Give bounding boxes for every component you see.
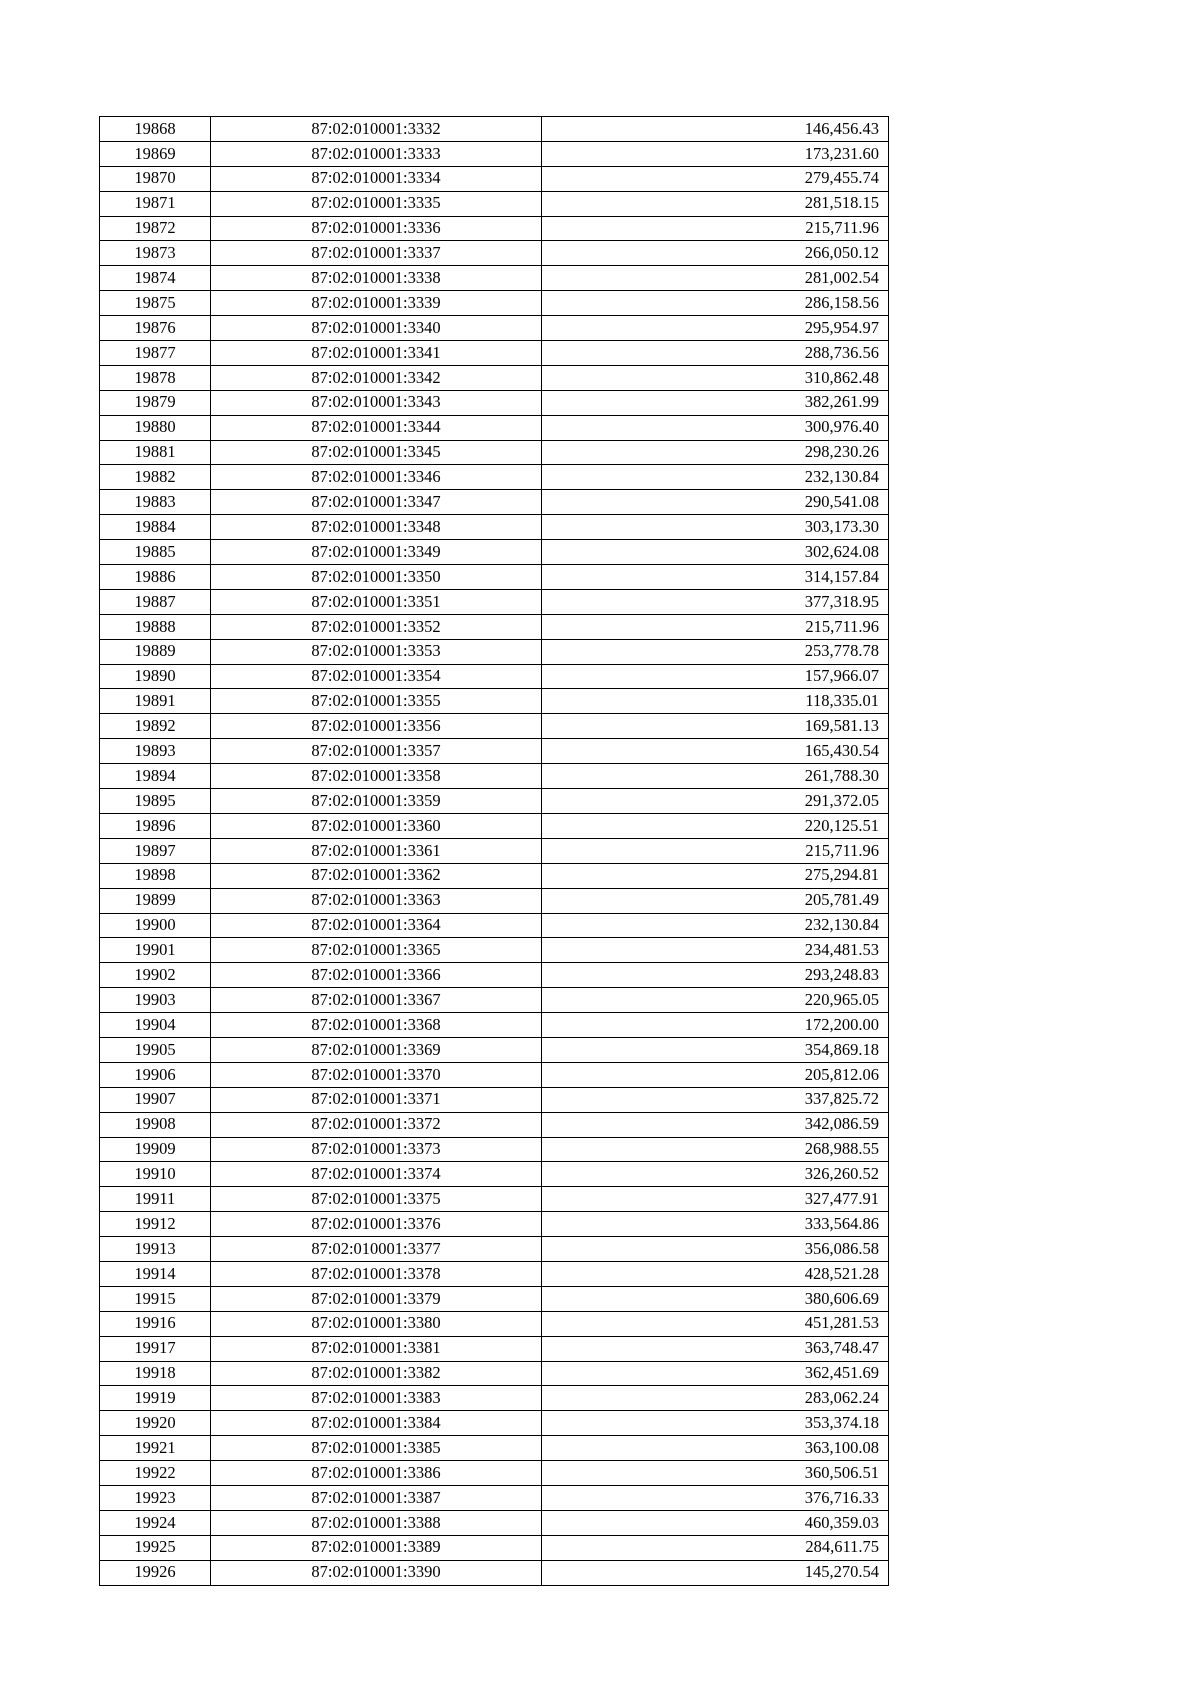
cadastral-id-cell: 87:02:010001:3368 xyxy=(211,1013,542,1038)
row-number-cell: 19899 xyxy=(100,888,211,913)
cadastral-id-cell: 87:02:010001:3378 xyxy=(211,1261,542,1286)
table-row xyxy=(100,415,889,440)
table-row xyxy=(100,1062,889,1087)
cadastral-id-cell: 87:02:010001:3359 xyxy=(211,789,542,814)
table-row xyxy=(100,540,889,565)
row-number-cell: 19918 xyxy=(100,1361,211,1386)
cadastral-id-cell: 87:02:010001:3363 xyxy=(211,888,542,913)
value-cell: 281,002.54 xyxy=(542,266,889,291)
value-cell: 342,086.59 xyxy=(542,1112,889,1137)
cadastral-id-cell: 87:02:010001:3384 xyxy=(211,1411,542,1436)
table-row xyxy=(100,1212,889,1237)
value-cell: 286,158.56 xyxy=(542,291,889,316)
cadastral-id-cell: 87:02:010001:3332 xyxy=(211,117,542,142)
table-row xyxy=(100,838,889,863)
value-cell: 205,781.49 xyxy=(542,888,889,913)
cadastral-id-cell: 87:02:010001:3379 xyxy=(211,1286,542,1311)
cadastral-id-cell: 87:02:010001:3343 xyxy=(211,390,542,415)
value-cell: 281,518.15 xyxy=(542,191,889,216)
cadastral-id-cell: 87:02:010001:3348 xyxy=(211,515,542,540)
table-row xyxy=(100,1311,889,1336)
value-cell: 310,862.48 xyxy=(542,365,889,390)
table-row xyxy=(100,1560,889,1585)
row-number-cell: 19913 xyxy=(100,1237,211,1262)
cadastral-id-cell: 87:02:010001:3387 xyxy=(211,1485,542,1510)
table-row xyxy=(100,1013,889,1038)
value-cell: 165,430.54 xyxy=(542,739,889,764)
row-number-cell: 19878 xyxy=(100,365,211,390)
row-number-cell: 19900 xyxy=(100,913,211,938)
table-row xyxy=(100,365,889,390)
value-cell: 268,988.55 xyxy=(542,1137,889,1162)
cadastral-id-cell: 87:02:010001:3352 xyxy=(211,614,542,639)
cadastral-id-cell: 87:02:010001:3349 xyxy=(211,540,542,565)
row-number-cell: 19876 xyxy=(100,316,211,341)
table-row xyxy=(100,664,889,689)
table-row xyxy=(100,216,889,241)
value-cell: 451,281.53 xyxy=(542,1311,889,1336)
value-cell: 460,359.03 xyxy=(542,1510,889,1535)
row-number-cell: 19906 xyxy=(100,1062,211,1087)
table-row xyxy=(100,1436,889,1461)
table-row xyxy=(100,813,889,838)
row-number-cell: 19922 xyxy=(100,1461,211,1486)
cadastral-id-cell: 87:02:010001:3337 xyxy=(211,241,542,266)
row-number-cell: 19879 xyxy=(100,390,211,415)
table-row xyxy=(100,490,889,515)
cadastral-id-cell: 87:02:010001:3358 xyxy=(211,764,542,789)
value-cell: 295,954.97 xyxy=(542,316,889,341)
value-cell: 377,318.95 xyxy=(542,589,889,614)
value-cell: 173,231.60 xyxy=(542,141,889,166)
table-row xyxy=(100,1187,889,1212)
table-row xyxy=(100,913,889,938)
cadastral-id-cell: 87:02:010001:3386 xyxy=(211,1461,542,1486)
row-number-cell: 19891 xyxy=(100,689,211,714)
table-row xyxy=(100,1237,889,1262)
value-cell: 283,062.24 xyxy=(542,1386,889,1411)
row-number-cell: 19889 xyxy=(100,639,211,664)
value-cell: 261,788.30 xyxy=(542,764,889,789)
row-number-cell: 19888 xyxy=(100,614,211,639)
cadastral-id-cell: 87:02:010001:3382 xyxy=(211,1361,542,1386)
row-number-cell: 19871 xyxy=(100,191,211,216)
row-number-cell: 19880 xyxy=(100,415,211,440)
value-cell: 215,711.96 xyxy=(542,838,889,863)
table-row xyxy=(100,689,889,714)
row-number-cell: 19883 xyxy=(100,490,211,515)
value-cell: 333,564.86 xyxy=(542,1212,889,1237)
cadastral-id-cell: 87:02:010001:3356 xyxy=(211,714,542,739)
value-cell: 284,611.75 xyxy=(542,1535,889,1560)
value-cell: 146,456.43 xyxy=(542,117,889,142)
table-row xyxy=(100,1112,889,1137)
table-row xyxy=(100,1087,889,1112)
table-row xyxy=(100,141,889,166)
table-row xyxy=(100,1461,889,1486)
row-number-cell: 19915 xyxy=(100,1286,211,1311)
table-row xyxy=(100,1386,889,1411)
cadastral-id-cell: 87:02:010001:3364 xyxy=(211,913,542,938)
value-cell: 298,230.26 xyxy=(542,440,889,465)
cadastral-id-cell: 87:02:010001:3353 xyxy=(211,639,542,664)
cadastral-id-cell: 87:02:010001:3357 xyxy=(211,739,542,764)
table-row xyxy=(100,1411,889,1436)
table-row xyxy=(100,963,889,988)
table-row xyxy=(100,241,889,266)
row-number-cell: 19926 xyxy=(100,1560,211,1585)
row-number-cell: 19895 xyxy=(100,789,211,814)
row-number-cell: 19920 xyxy=(100,1411,211,1436)
table-row xyxy=(100,1535,889,1560)
table-body xyxy=(100,117,889,1586)
row-number-cell: 19907 xyxy=(100,1087,211,1112)
table-row xyxy=(100,1485,889,1510)
value-cell: 302,624.08 xyxy=(542,540,889,565)
value-cell: 145,270.54 xyxy=(542,1560,889,1585)
row-number-cell: 19904 xyxy=(100,1013,211,1038)
table-row xyxy=(100,789,889,814)
value-cell: 354,869.18 xyxy=(542,1037,889,1062)
table-row xyxy=(100,341,889,366)
table-row xyxy=(100,764,889,789)
row-number-cell: 19870 xyxy=(100,166,211,191)
table-row xyxy=(100,440,889,465)
table-row xyxy=(100,589,889,614)
cadastral-id-cell: 87:02:010001:3339 xyxy=(211,291,542,316)
row-number-cell: 19898 xyxy=(100,863,211,888)
table-row xyxy=(100,1336,889,1361)
table-row xyxy=(100,117,889,142)
row-number-cell: 19882 xyxy=(100,465,211,490)
cadastral-id-cell: 87:02:010001:3340 xyxy=(211,316,542,341)
cadastral-id-cell: 87:02:010001:3344 xyxy=(211,415,542,440)
cadastral-id-cell: 87:02:010001:3345 xyxy=(211,440,542,465)
table-row xyxy=(100,565,889,590)
row-number-cell: 19894 xyxy=(100,764,211,789)
value-cell: 232,130.84 xyxy=(542,913,889,938)
table-row xyxy=(100,1162,889,1187)
table-row xyxy=(100,166,889,191)
cadastral-id-cell: 87:02:010001:3383 xyxy=(211,1386,542,1411)
cadastral-id-cell: 87:02:010001:3377 xyxy=(211,1237,542,1262)
value-cell: 215,711.96 xyxy=(542,216,889,241)
row-number-cell: 19903 xyxy=(100,988,211,1013)
table-row xyxy=(100,465,889,490)
value-cell: 275,294.81 xyxy=(542,863,889,888)
value-cell: 118,335.01 xyxy=(542,689,889,714)
value-cell: 279,455.74 xyxy=(542,166,889,191)
table-row xyxy=(100,316,889,341)
cadastral-id-cell: 87:02:010001:3374 xyxy=(211,1162,542,1187)
value-cell: 215,711.96 xyxy=(542,614,889,639)
cadastral-id-cell: 87:02:010001:3367 xyxy=(211,988,542,1013)
cadastral-id-cell: 87:02:010001:3335 xyxy=(211,191,542,216)
row-number-cell: 19911 xyxy=(100,1187,211,1212)
row-number-cell: 19917 xyxy=(100,1336,211,1361)
cadastral-id-cell: 87:02:010001:3375 xyxy=(211,1187,542,1212)
cadastral-id-cell: 87:02:010001:3365 xyxy=(211,938,542,963)
cadastral-id-cell: 87:02:010001:3371 xyxy=(211,1087,542,1112)
value-cell: 363,100.08 xyxy=(542,1436,889,1461)
value-cell: 303,173.30 xyxy=(542,515,889,540)
cadastral-id-cell: 87:02:010001:3333 xyxy=(211,141,542,166)
cadastral-id-cell: 87:02:010001:3336 xyxy=(211,216,542,241)
value-cell: 428,521.28 xyxy=(542,1261,889,1286)
value-cell: 362,451.69 xyxy=(542,1361,889,1386)
row-number-cell: 19901 xyxy=(100,938,211,963)
cadastral-id-cell: 87:02:010001:3346 xyxy=(211,465,542,490)
table-row xyxy=(100,639,889,664)
row-number-cell: 19916 xyxy=(100,1311,211,1336)
row-number-cell: 19887 xyxy=(100,589,211,614)
cadastral-id-cell: 87:02:010001:3390 xyxy=(211,1560,542,1585)
value-cell: 337,825.72 xyxy=(542,1087,889,1112)
cadastral-id-cell: 87:02:010001:3360 xyxy=(211,813,542,838)
table-row xyxy=(100,390,889,415)
cadastral-id-cell: 87:02:010001:3342 xyxy=(211,365,542,390)
cadastral-id-cell: 87:02:010001:3347 xyxy=(211,490,542,515)
cadastral-id-cell: 87:02:010001:3362 xyxy=(211,863,542,888)
value-cell: 382,261.99 xyxy=(542,390,889,415)
cadastral-id-cell: 87:02:010001:3341 xyxy=(211,341,542,366)
cadastral-id-cell: 87:02:010001:3338 xyxy=(211,266,542,291)
row-number-cell: 19902 xyxy=(100,963,211,988)
value-cell: 253,778.78 xyxy=(542,639,889,664)
table-row xyxy=(100,739,889,764)
value-cell: 356,086.58 xyxy=(542,1237,889,1262)
row-number-cell: 19912 xyxy=(100,1212,211,1237)
row-number-cell: 19884 xyxy=(100,515,211,540)
row-number-cell: 19881 xyxy=(100,440,211,465)
row-number-cell: 19919 xyxy=(100,1386,211,1411)
value-cell: 232,130.84 xyxy=(542,465,889,490)
cadastral-id-cell: 87:02:010001:3381 xyxy=(211,1336,542,1361)
table-row xyxy=(100,515,889,540)
table-row xyxy=(100,863,889,888)
value-cell: 157,966.07 xyxy=(542,664,889,689)
row-number-cell: 19874 xyxy=(100,266,211,291)
cadastral-id-cell: 87:02:010001:3354 xyxy=(211,664,542,689)
value-cell: 327,477.91 xyxy=(542,1187,889,1212)
cadastral-id-cell: 87:02:010001:3369 xyxy=(211,1037,542,1062)
cadastral-id-cell: 87:02:010001:3376 xyxy=(211,1212,542,1237)
table-row xyxy=(100,291,889,316)
value-cell: 300,976.40 xyxy=(542,415,889,440)
table-row xyxy=(100,888,889,913)
table-row xyxy=(100,191,889,216)
cadastral-id-cell: 87:02:010001:3385 xyxy=(211,1436,542,1461)
value-cell: 288,736.56 xyxy=(542,341,889,366)
cadastral-id-cell: 87:02:010001:3388 xyxy=(211,1510,542,1535)
row-number-cell: 19868 xyxy=(100,117,211,142)
cadastral-id-cell: 87:02:010001:3334 xyxy=(211,166,542,191)
value-cell: 291,372.05 xyxy=(542,789,889,814)
row-number-cell: 19892 xyxy=(100,714,211,739)
row-number-cell: 19909 xyxy=(100,1137,211,1162)
cadastral-id-cell: 87:02:010001:3370 xyxy=(211,1062,542,1087)
row-number-cell: 19925 xyxy=(100,1535,211,1560)
row-number-cell: 19914 xyxy=(100,1261,211,1286)
row-number-cell: 19890 xyxy=(100,664,211,689)
value-cell: 353,374.18 xyxy=(542,1411,889,1436)
table-row xyxy=(100,1361,889,1386)
cadastral-id-cell: 87:02:010001:3366 xyxy=(211,963,542,988)
value-cell: 363,748.47 xyxy=(542,1336,889,1361)
row-number-cell: 19910 xyxy=(100,1162,211,1187)
row-number-cell: 19897 xyxy=(100,838,211,863)
table-row xyxy=(100,714,889,739)
row-number-cell: 19872 xyxy=(100,216,211,241)
row-number-cell: 19873 xyxy=(100,241,211,266)
row-number-cell: 19924 xyxy=(100,1510,211,1535)
value-cell: 172,200.00 xyxy=(542,1013,889,1038)
cadastral-id-cell: 87:02:010001:3373 xyxy=(211,1137,542,1162)
row-number-cell: 19885 xyxy=(100,540,211,565)
table-row xyxy=(100,1137,889,1162)
table-row xyxy=(100,614,889,639)
value-cell: 220,125.51 xyxy=(542,813,889,838)
row-number-cell: 19893 xyxy=(100,739,211,764)
value-cell: 205,812.06 xyxy=(542,1062,889,1087)
value-cell: 220,965.05 xyxy=(542,988,889,1013)
row-number-cell: 19908 xyxy=(100,1112,211,1137)
table-row xyxy=(100,1510,889,1535)
value-cell: 314,157.84 xyxy=(542,565,889,590)
value-cell: 234,481.53 xyxy=(542,938,889,963)
table-row xyxy=(100,1261,889,1286)
value-cell: 266,050.12 xyxy=(542,241,889,266)
cadastral-id-cell: 87:02:010001:3355 xyxy=(211,689,542,714)
cadastral-id-cell: 87:02:010001:3380 xyxy=(211,1311,542,1336)
cadastral-value-table xyxy=(99,116,889,1586)
value-cell: 360,506.51 xyxy=(542,1461,889,1486)
value-cell: 376,716.33 xyxy=(542,1485,889,1510)
cadastral-id-cell: 87:02:010001:3350 xyxy=(211,565,542,590)
table-row xyxy=(100,266,889,291)
value-cell: 290,541.08 xyxy=(542,490,889,515)
cadastral-id-cell: 87:02:010001:3372 xyxy=(211,1112,542,1137)
table-row xyxy=(100,938,889,963)
value-cell: 380,606.69 xyxy=(542,1286,889,1311)
value-cell: 169,581.13 xyxy=(542,714,889,739)
table-row xyxy=(100,1286,889,1311)
row-number-cell: 19877 xyxy=(100,341,211,366)
value-cell: 326,260.52 xyxy=(542,1162,889,1187)
row-number-cell: 19869 xyxy=(100,141,211,166)
table-row xyxy=(100,988,889,1013)
table-row xyxy=(100,1037,889,1062)
cadastral-id-cell: 87:02:010001:3351 xyxy=(211,589,542,614)
row-number-cell: 19921 xyxy=(100,1436,211,1461)
cadastral-id-cell: 87:02:010001:3361 xyxy=(211,838,542,863)
value-cell: 293,248.83 xyxy=(542,963,889,988)
row-number-cell: 19875 xyxy=(100,291,211,316)
row-number-cell: 19905 xyxy=(100,1037,211,1062)
row-number-cell: 19923 xyxy=(100,1485,211,1510)
row-number-cell: 19886 xyxy=(100,565,211,590)
cadastral-id-cell: 87:02:010001:3389 xyxy=(211,1535,542,1560)
row-number-cell: 19896 xyxy=(100,813,211,838)
